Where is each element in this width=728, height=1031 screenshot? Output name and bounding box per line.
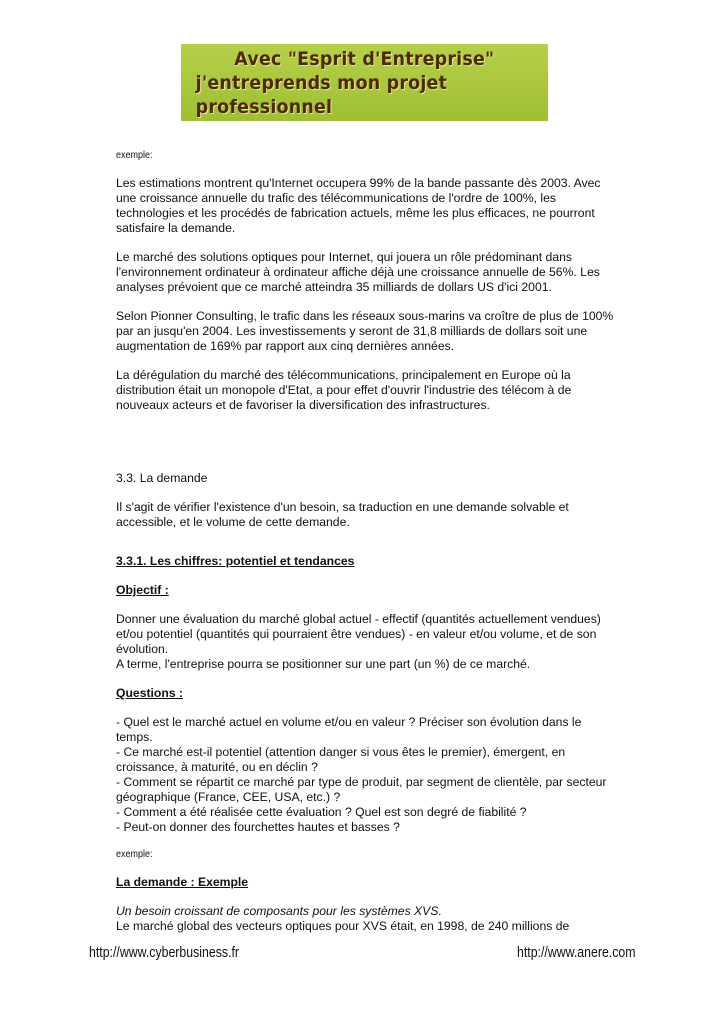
paragraph: Le marché des solutions optiques pour Internet, qui jouera un rôle prédominant dans l'environnement ordinateur à ordinateur affiche déjà une croissance annuelle de 56%. Les analyses prévoient que ce marché atteindra 35 milliards de dollars US d'ici 2001. bbox=[116, 250, 600, 294]
paragraph: - Comment se répartit ce marché par type de produit, par segment de clientèle, par secteur géographique (France, CEE, USA, etc.) ? bbox=[116, 775, 607, 804]
footer-link-anere[interactable]: http://www.anere.com bbox=[517, 945, 636, 961]
paragraph: - Ce marché est-il potentiel (attention danger si vous êtes le premier), émergent, en croissance, à maturité, ou en déclin ? bbox=[116, 745, 566, 774]
example-label: exemple: bbox=[116, 150, 153, 161]
section-heading: 3.3.1. Les chiffres: potentiel et tendances bbox=[116, 554, 355, 568]
paragraph: Donner une évaluation du marché global actuel - effectif (quantités actuellement vendues) et/ou potentiel (quantités qui pourraient être vendues) - en valeur et/ou volume, et de son évolution. bbox=[116, 612, 601, 656]
paragraph: - Comment a été réalisée cette évaluation ? Quel est son degré de fiabilité ? bbox=[116, 805, 527, 819]
spacer bbox=[116, 413, 616, 471]
spacer bbox=[116, 354, 616, 368]
spacer bbox=[116, 598, 616, 612]
paragraph: A terme, l'entreprise pourra se positionner sur une part (un %) de ce marché. bbox=[116, 657, 531, 671]
spacer bbox=[116, 672, 616, 686]
section-heading: Objectif : bbox=[116, 583, 169, 597]
paragraph: Il s'agit de vérifier l'existence d'un besoin, sa traduction en une demande solvable et accessible, et le volume de cette demande. bbox=[116, 500, 569, 529]
paragraph: - Peut-on donner des fourchettes hautes et basses ? bbox=[116, 820, 400, 834]
footer-link-cyberbusiness[interactable]: http://www.cyberbusiness.fr bbox=[89, 945, 240, 961]
document-body bbox=[116, 150, 616, 934]
section-heading: Questions : bbox=[116, 686, 184, 700]
paragraph: Selon Pionner Consulting, le trafic dans les réseaux sous-marins va croître de plus de 100% par an jusqu'en 2004. Les investissements y seront de 31,8 milliards de dollars soit une augmentation de 169% par rapport aux cinq dernières années. bbox=[116, 309, 614, 353]
spacer bbox=[116, 162, 616, 176]
spacer bbox=[116, 486, 616, 500]
paragraph: - Quel est le marché actuel en volume et/ou en valeur ? Préciser son évolution dans le temps. bbox=[116, 715, 582, 744]
spacer bbox=[116, 295, 616, 309]
spacer bbox=[116, 530, 616, 554]
spacer bbox=[116, 569, 616, 583]
section-heading: La demande : Exemple bbox=[116, 875, 249, 889]
paragraph: Les estimations montrent qu'Internet occupera 99% de la bande passante dès 2003. Avec une croissance annuelle du trafic des télécommunications de l'ordre de 100%, les technologies et les procédés de fabrication actuels, même les plus efficaces, ne pourront satisfaire la demande. bbox=[116, 176, 601, 235]
spacer bbox=[116, 701, 616, 715]
spacer bbox=[116, 890, 616, 904]
italic-lead: Un besoin croissant de composants pour les systèmes XVS. bbox=[116, 904, 442, 918]
header-banner-logo bbox=[181, 44, 548, 121]
banner-line-1: Avec "Esprit d'Entreprise" bbox=[234, 47, 495, 70]
spacer bbox=[116, 835, 616, 849]
paragraph: La dérégulation du marché des télécommunications, principalement en Europe où la distribution était un monopole d'Etat, a pour effet d'ouvrir l'industrie des télécom à de nouveaux acteurs et de favoriser la diversification des infrastructures. bbox=[116, 368, 572, 412]
spacer bbox=[116, 861, 616, 875]
banner-line-2: j'entreprends mon projet professionnel bbox=[195, 71, 448, 118]
spacer bbox=[116, 236, 616, 250]
example-label: exemple: bbox=[116, 849, 153, 860]
paragraph: 3.3. La demande bbox=[116, 471, 208, 485]
paragraph: Le marché global des vecteurs optiques pour XVS était, en 1998, de 240 millions de bbox=[116, 919, 570, 933]
